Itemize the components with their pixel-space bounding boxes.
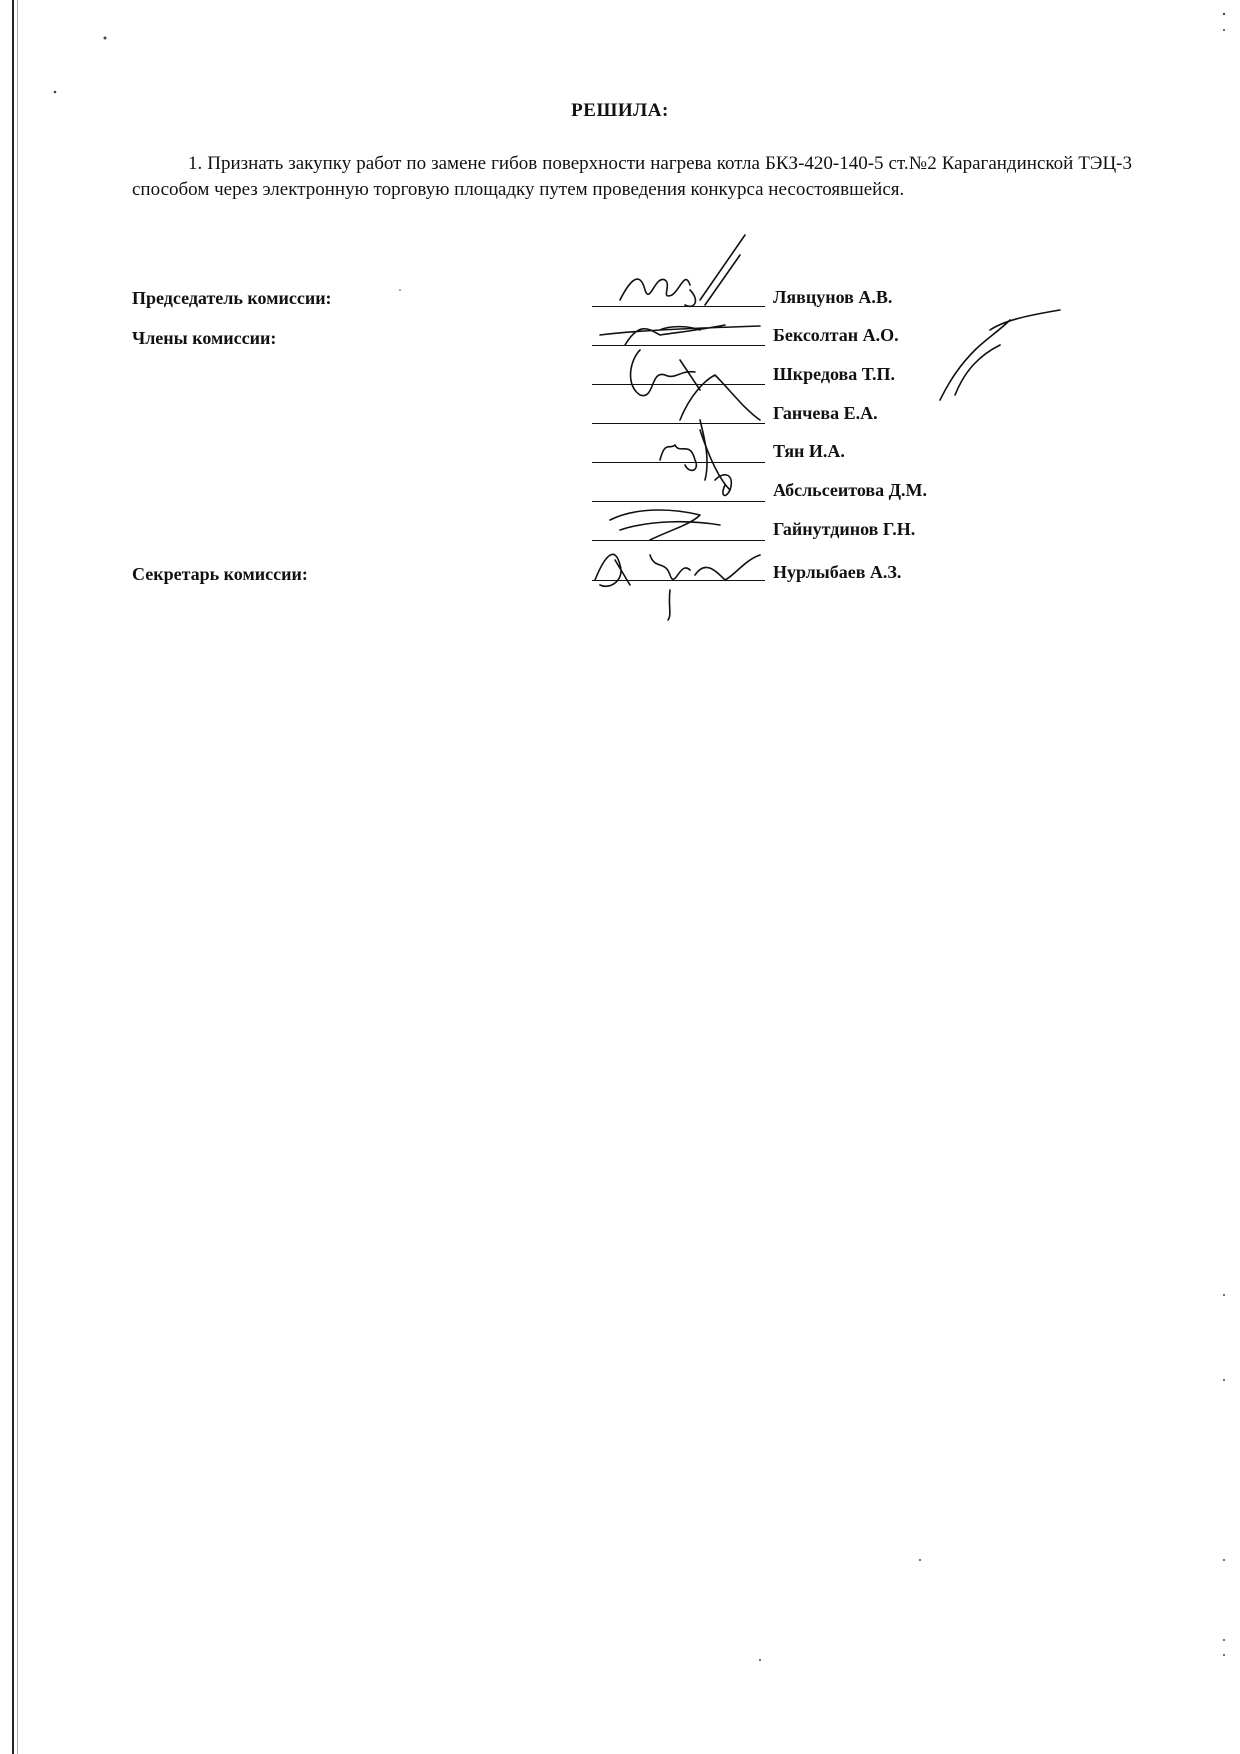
role-chairman: Председатель комиссии: xyxy=(132,288,332,308)
member-name: Гайнутдинов Г.Н. xyxy=(773,519,916,539)
scan-specks xyxy=(54,13,1226,1661)
signature-secretary xyxy=(595,554,760,620)
scan-edge-line xyxy=(12,0,14,1754)
signature-line xyxy=(592,580,765,581)
signature-line xyxy=(592,345,765,346)
member-name: Шкредова Т.П. xyxy=(773,364,895,384)
decision-paragraph xyxy=(132,151,1132,203)
member-name: Абсльсеитова Д.М. xyxy=(773,480,928,500)
role-secretary: Секретарь комиссии: xyxy=(132,564,308,584)
signature-member-2 xyxy=(631,350,700,396)
decision-heading: РЕШИЛА: xyxy=(571,100,669,121)
member-name: Бексолтан А.О. xyxy=(773,325,899,345)
member-name: Тян И.А. xyxy=(773,441,845,461)
signature-member-5 xyxy=(715,475,731,496)
member-name: Лявцунов А.В. xyxy=(773,287,893,307)
signature-member-3 xyxy=(680,375,760,480)
decision-text: Признать закупку работ по замене гибов поверхности нагрева котла БКЗ-420-140-5 ст.№2 Карагандинской ТЭЦ-3 способом через электронную торговую площадку путем проведения конкурса несостоявшейся. xyxy=(132,153,1133,200)
signature-line xyxy=(592,423,765,424)
signature-line xyxy=(592,306,765,307)
decision-number: 1. xyxy=(188,153,203,174)
signature-member-1 xyxy=(600,325,760,345)
signature-extra xyxy=(940,310,1060,400)
signature-line xyxy=(592,462,765,463)
signature-member-4 xyxy=(660,430,730,490)
signature-member-6 xyxy=(610,510,720,540)
scan-edge-line-faint xyxy=(17,0,18,1754)
role-members: Члены комиссии: xyxy=(132,328,277,348)
signature-line xyxy=(592,501,765,502)
member-name: Нурлыбаев А.З. xyxy=(773,562,902,582)
signature-line xyxy=(592,384,765,385)
signature-line xyxy=(592,540,765,541)
signature-chairman xyxy=(620,235,745,306)
member-name: Ганчева Е.А. xyxy=(773,403,878,423)
